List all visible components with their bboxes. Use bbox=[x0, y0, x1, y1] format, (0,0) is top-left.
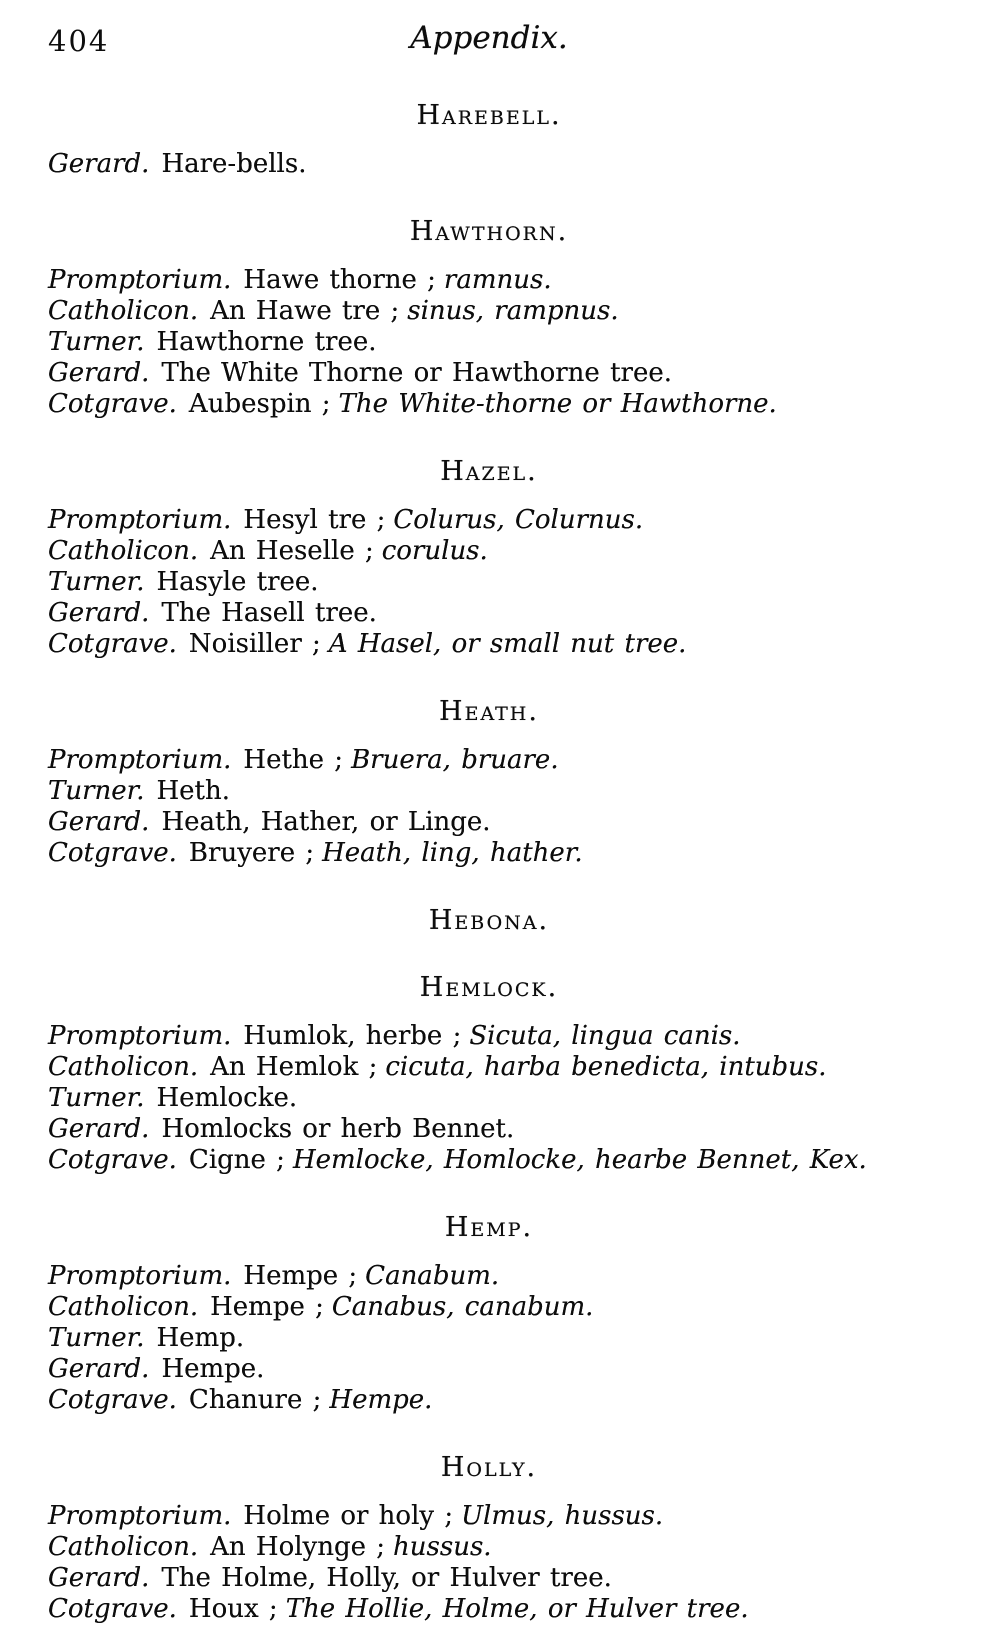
section-heading: Hawthorn. bbox=[409, 216, 569, 247]
entry-line bbox=[48, 807, 930, 838]
entry-text: Hempe. bbox=[161, 1354, 265, 1384]
page-number: 404 bbox=[48, 24, 110, 58]
entry-foreign-term: Hempe. bbox=[329, 1385, 433, 1415]
entry-line bbox=[48, 389, 930, 420]
entry-source: Cotgrave. bbox=[48, 1145, 177, 1175]
entry-source: Catholicon. bbox=[48, 296, 199, 326]
entry-text: An Hemlok ; bbox=[210, 1052, 378, 1082]
entry-line bbox=[48, 1052, 930, 1083]
entry-foreign-term: sinus, rampnus. bbox=[407, 296, 619, 326]
entry-line bbox=[48, 358, 930, 389]
entry-foreign-term: Canabum. bbox=[365, 1261, 500, 1291]
entry-source: Catholicon. bbox=[48, 536, 199, 566]
entry-line bbox=[48, 296, 930, 327]
section-heading: Heath. bbox=[439, 696, 539, 727]
entry-source: Gerard. bbox=[48, 598, 150, 628]
entry-line bbox=[48, 265, 930, 296]
entry-line bbox=[48, 1083, 930, 1114]
entry-source: Cotgrave. bbox=[48, 389, 177, 419]
entry-foreign-term: Hemlocke, Homlocke, hearbe Bennet, Kex. bbox=[292, 1145, 867, 1175]
entry-text: Noisiller ; bbox=[188, 629, 321, 659]
entry-foreign-term: A Hasel, or small nut tree. bbox=[328, 629, 687, 659]
entry-foreign-term: Colurus, Colurnus. bbox=[393, 505, 644, 535]
entry-foreign-term: Canabus, canabum. bbox=[331, 1292, 594, 1322]
entry-text: Hempe ; bbox=[243, 1261, 358, 1291]
entry-text: An Hawe tre ; bbox=[210, 296, 400, 326]
entry-line bbox=[48, 1594, 930, 1625]
entry-text: Cigne ; bbox=[188, 1145, 285, 1175]
entry-source: Promptorium. bbox=[48, 505, 232, 535]
entry-line bbox=[48, 838, 930, 869]
entry-line bbox=[48, 1501, 930, 1532]
entry-source: Gerard. bbox=[48, 1354, 150, 1384]
entry-line bbox=[48, 1385, 930, 1416]
entry-line bbox=[48, 1354, 930, 1385]
entry-foreign-term: The White-thorne or Hawthorne. bbox=[338, 389, 777, 419]
entry-line bbox=[48, 598, 930, 629]
entry-line bbox=[48, 629, 930, 660]
entry-source: Gerard. bbox=[48, 149, 150, 179]
entry-line bbox=[48, 1292, 930, 1323]
running-title: Appendix. bbox=[410, 20, 568, 56]
entry-line bbox=[48, 149, 930, 180]
entry-source: Cotgrave. bbox=[48, 629, 177, 659]
entry-text: Chanure ; bbox=[188, 1385, 322, 1415]
section-heading: Hebona. bbox=[428, 905, 550, 936]
entry-source: Cotgrave. bbox=[48, 1385, 177, 1415]
entry-text: The Hasell tree. bbox=[161, 598, 377, 628]
section-hemp bbox=[48, 1212, 930, 1416]
entry-line bbox=[48, 1114, 930, 1145]
entry-text: Hempe ; bbox=[210, 1292, 324, 1322]
entry-foreign-term: Sicuta, lingua canis. bbox=[469, 1021, 741, 1051]
entry-text: The White Thorne or Hawthorne tree. bbox=[161, 358, 672, 388]
entry-text: Holme or holy ; bbox=[243, 1501, 454, 1531]
entry-source: Cotgrave. bbox=[48, 1594, 177, 1624]
entry-source: Promptorium. bbox=[48, 265, 232, 295]
entry-source: Cotgrave. bbox=[48, 838, 177, 868]
entry-foreign-term: ramnus. bbox=[443, 265, 552, 295]
entry-text: Hasyle tree. bbox=[156, 567, 319, 597]
section-heading: Hemlock. bbox=[419, 972, 559, 1003]
section-hemlock bbox=[48, 972, 930, 1176]
entry-text: An Holynge ; bbox=[210, 1532, 386, 1562]
entry-source: Turner. bbox=[48, 776, 145, 806]
entry-source: Catholicon. bbox=[48, 1292, 199, 1322]
entry-foreign-term: hussus. bbox=[393, 1532, 492, 1562]
entry-source: Catholicon. bbox=[48, 1532, 199, 1562]
entry-text: Hawthorne tree. bbox=[156, 327, 377, 357]
entry-source: Gerard. bbox=[48, 1114, 150, 1144]
entry-foreign-term: Heath, ling, hather. bbox=[322, 838, 583, 868]
section-heading: Hemp. bbox=[444, 1212, 534, 1243]
entry-foreign-term: corulus. bbox=[381, 536, 488, 566]
entry-foreign-term: cicuta, harba benedicta, intubus. bbox=[385, 1052, 827, 1082]
page-header bbox=[48, 20, 930, 64]
entry-source: Turner. bbox=[48, 327, 145, 357]
entry-line bbox=[48, 1261, 930, 1292]
entry-foreign-term: The Hollie, Holme, or Hulver tree. bbox=[285, 1594, 749, 1624]
entry-source: Promptorium. bbox=[48, 1021, 232, 1051]
entry-source: Gerard. bbox=[48, 807, 150, 837]
entry-source: Turner. bbox=[48, 1323, 145, 1353]
entry-line bbox=[48, 776, 930, 807]
entry-line bbox=[48, 1563, 930, 1594]
entry-line bbox=[48, 327, 930, 358]
entry-line bbox=[48, 505, 930, 536]
entry-source: Turner. bbox=[48, 1083, 145, 1113]
entry-foreign-term: Bruera, bruare. bbox=[351, 745, 559, 775]
section-hebona bbox=[48, 905, 930, 936]
entry-source: Promptorium. bbox=[48, 1501, 232, 1531]
section-harebell bbox=[48, 100, 930, 180]
entry-text: Hare-bells. bbox=[161, 149, 307, 179]
entry-foreign-term: Ulmus, hussus. bbox=[461, 1501, 664, 1531]
section-heath bbox=[48, 696, 930, 869]
entry-text: Hawe thorne ; bbox=[243, 265, 436, 295]
section-heading: Hazel. bbox=[440, 456, 538, 487]
entry-text: The Holme, Holly, or Hulver tree. bbox=[161, 1563, 612, 1593]
content bbox=[48, 100, 930, 1625]
entry-text: Hethe ; bbox=[243, 745, 344, 775]
section-holly bbox=[48, 1452, 930, 1625]
entry-source: Promptorium. bbox=[48, 745, 232, 775]
section-heading: Holly. bbox=[440, 1452, 538, 1483]
entry-source: Gerard. bbox=[48, 1563, 150, 1593]
entry-line bbox=[48, 745, 930, 776]
entry-text: Bruyere ; bbox=[188, 838, 315, 868]
entry-line bbox=[48, 1021, 930, 1052]
entry-text: Aubespin ; bbox=[188, 389, 331, 419]
entry-source: Promptorium. bbox=[48, 1261, 232, 1291]
entry-text: Hemlocke. bbox=[156, 1083, 298, 1113]
entry-line bbox=[48, 1145, 930, 1176]
section-heading: Harebell. bbox=[416, 100, 562, 131]
entry-text: Hemp. bbox=[156, 1323, 245, 1353]
entry-source: Gerard. bbox=[48, 358, 150, 388]
entry-text: Heath, Hather, or Linge. bbox=[161, 807, 491, 837]
entry-text: Houx ; bbox=[188, 1594, 278, 1624]
section-hazel bbox=[48, 456, 930, 660]
entry-text: Homlocks or herb Bennet. bbox=[161, 1114, 515, 1144]
section-hawthorn bbox=[48, 216, 930, 420]
entry-text: Heth. bbox=[156, 776, 231, 806]
entry-line bbox=[48, 1323, 930, 1354]
entry-text: Humlok, herbe ; bbox=[243, 1021, 462, 1051]
entry-source: Catholicon. bbox=[48, 1052, 199, 1082]
entry-source: Turner. bbox=[48, 567, 145, 597]
entry-text: Hesyl tre ; bbox=[243, 505, 386, 535]
entry-line bbox=[48, 1532, 930, 1563]
entry-line bbox=[48, 567, 930, 598]
entry-line bbox=[48, 536, 930, 567]
entry-text: An Heselle ; bbox=[210, 536, 374, 566]
